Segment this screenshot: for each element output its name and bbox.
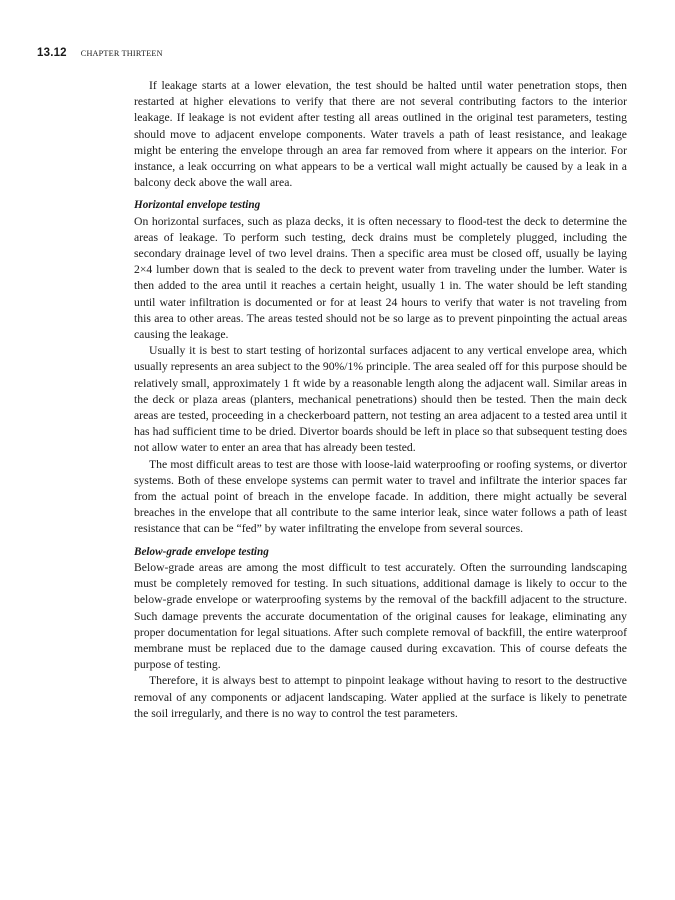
paragraph-below-grade-1: Below-grade areas are among the most difficult to test accurately. Often the surrounding landscaping must be completely removed for testing. In such situations, additional damage is likely to occur to the below-grade envelope or waterproofing systems by the removal of the backfill adjacent to the structure. Such damage prevents the accurate documentation of the original causes for leakage, eliminating any proper documentation for legal situations. After such complete removal of backfill, the entire waterproof membrane must be replaced due to the damage caused during excavation. This of course defeats the purpose of testing. <box>134 560 627 672</box>
paragraph-horizontal-3: The most difficult areas to test are those with loose-laid waterproofing or roofing systems, or divertor systems. Both of these envelope systems can permit water to travel and infiltrate the interior spaces far from the actual point of breach in the envelope facade. In addition, there might actually be several breaches in the envelope that all contribute to the same interior leak, since water follows a path of least resistance that can be “fed” by water infiltrating the envelope from several sources. <box>134 457 627 536</box>
paragraph-intro: If leakage starts at a lower elevation, the test should be halted until water penetration stops, then restarted at higher elevations to verify that there are not several contributing factors to the interior leakage. If leakage is not evident after testing all areas outlined in the original test parameters, testing should move to adjacent envelope components. Water travels a path of least resistance, and leakage might be entering the envelope through an area far removed from where it appears on the interior. For instance, a leak occurring on what appears to be a vertical wall might actually be caused by a leak in a balcony deck above the wall area. <box>134 79 627 190</box>
paragraph-horizontal-1: On horizontal surfaces, such as plaza decks, it is often necessary to flood-test the deck to determine the areas of leakage. To perform such testing, deck drains must be completely plugged, including the secondary drainage level of two level drains. Then a specific area must be closed off, usually be laying 2×4 lumber down that is sealed to the deck to prevent water from traveling under the lumber. Water is then added to the area until it reaches a certain height, usually 1 in. The water should be left standing until water infiltration is documented or for at least 24 hours to verify that water is not traveling from this area to other areas. The areas tested should not be so large as to prevent pinpointing the actual areas causing the leakage. <box>134 214 627 342</box>
heading-horizontal-envelope-testing: Horizontal envelope testing <box>134 199 261 212</box>
body-text <box>134 78 627 722</box>
page-number: 13.12 <box>37 47 67 59</box>
paragraph-below-grade-2: Therefore, it is always best to attempt to pinpoint leakage without having to resort to the destructive removal of any components or adjacent landscaping. Water applied at the surface is likely to penetrate the soil irregularly, and there is no way to control the test parameters. <box>134 674 627 720</box>
paragraph-horizontal-2: Usually it is best to start testing of horizontal surfaces adjacent to any vertical envelope area, which usually represents an area subject to the 90%/1% principle. The area sealed off for this purpose should be relatively small, approximately 1 ft wide by a reasonable length along the adjacent wall. Similar areas in the deck or plaza areas (planters, mechanical penetrations) should then be tested. Then the main deck areas are tested, proceeding in a checkerboard pattern, not testing an area adjacent to a tested area until it has had sufficient time to be dried. Divertor boards should be left in place so that subsequent testing does not allow water to enter an area that has already been tested. <box>134 344 627 455</box>
running-header <box>37 47 163 61</box>
chapter-title: CHAPTER THIRTEEN <box>80 49 163 58</box>
heading-below-grade-envelope-testing: Below-grade envelope testing <box>134 545 269 558</box>
